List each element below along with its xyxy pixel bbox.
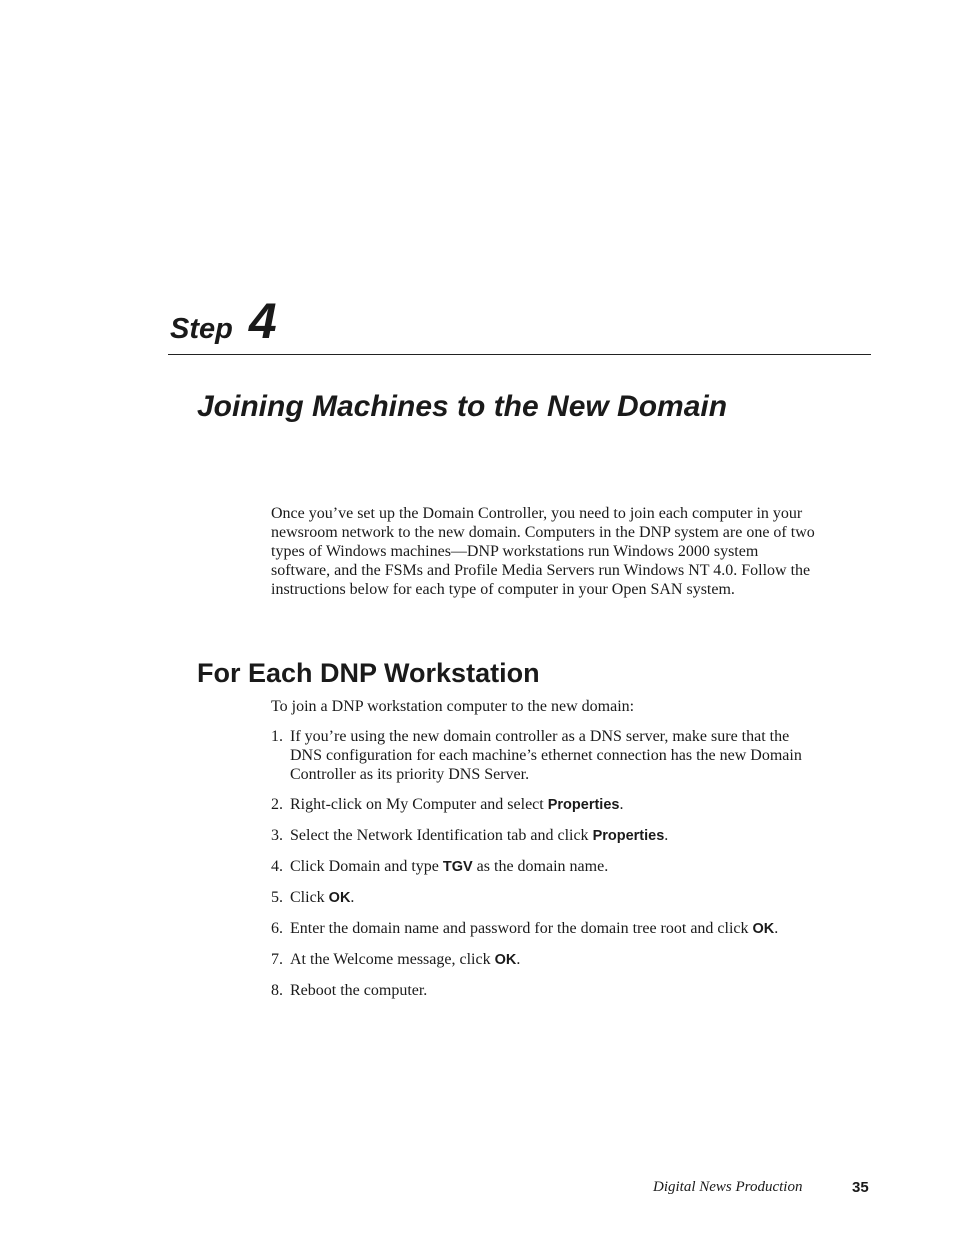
page-number: 35 — [852, 1179, 869, 1196]
step-item-text-end: . — [774, 920, 779, 937]
list-item — [271, 981, 816, 1000]
step-label: Step — [170, 313, 233, 345]
step-item-number: 7. — [271, 951, 283, 968]
ui-term: Properties — [547, 797, 620, 813]
list-item — [271, 950, 816, 970]
ui-term: Properties — [592, 828, 665, 844]
step-item-number: 5. — [271, 889, 283, 906]
ui-term: OK — [752, 921, 775, 937]
step-item-text-end: . — [516, 951, 521, 968]
ui-term: OK — [328, 890, 351, 906]
step-item-text-end: . — [619, 796, 624, 813]
step-item-text: If you’re using the new domain controller as a DNS server, make sure that the DNS configuration for each machine’s ethernet connection has the new Domain Controller as its priority DNS Server. — [290, 728, 802, 783]
list-item — [271, 919, 816, 939]
step-item-number: 6. — [271, 920, 283, 937]
step-item-text: At the Welcome message, click — [290, 951, 495, 968]
step-item-text-end: . — [350, 889, 355, 906]
step-number: 4 — [248, 293, 277, 349]
chapter-title: Joining Machines to the New Domain — [197, 390, 728, 423]
list-item — [271, 727, 816, 784]
list-item — [271, 888, 816, 908]
section-lead: To join a DNP workstation computer to the new domain: — [271, 698, 635, 715]
intro-paragraph: Once you’ve set up the Domain Controller, you need to join each computer in your newsroom network to the new domain. Computers in the DNP system are one of two types of Windows machines—DNP workstations run Windows 2000 system software, and the FSMs and Profile Media Servers run Windows NT 4.0. Follow the instructions below for each type of computer in your Open SAN system. — [271, 505, 815, 598]
step-item-text: Reboot the computer. — [290, 982, 428, 999]
step-item-number: 2. — [271, 796, 283, 813]
steps-list — [271, 727, 816, 1011]
step-item-text-end: as the domain name. — [472, 858, 609, 875]
heading-rule — [168, 354, 871, 355]
step-item-text: Click — [290, 889, 329, 906]
ui-term: OK — [494, 952, 517, 968]
step-item-number: 1. — [271, 728, 283, 745]
list-item — [271, 826, 816, 846]
footer-title: Digital News Production — [653, 1179, 803, 1195]
section-title: For Each DNP Workstation — [197, 658, 540, 688]
step-item-number: 3. — [271, 827, 283, 844]
step-item-text: Select the Network Identification tab and click — [290, 827, 593, 844]
list-item — [271, 857, 816, 877]
step-item-text: Right-click on My Computer and select — [290, 796, 548, 813]
step-item-number: 8. — [271, 982, 283, 999]
step-heading — [170, 292, 277, 350]
list-item — [271, 795, 816, 815]
step-item-number: 4. — [271, 858, 283, 875]
step-item-text: Enter the domain name and password for the domain tree root and click — [290, 920, 753, 937]
step-item-text-end: . — [664, 827, 669, 844]
ui-term: TGV — [442, 859, 473, 875]
step-item-text: Click Domain and type — [290, 858, 443, 875]
